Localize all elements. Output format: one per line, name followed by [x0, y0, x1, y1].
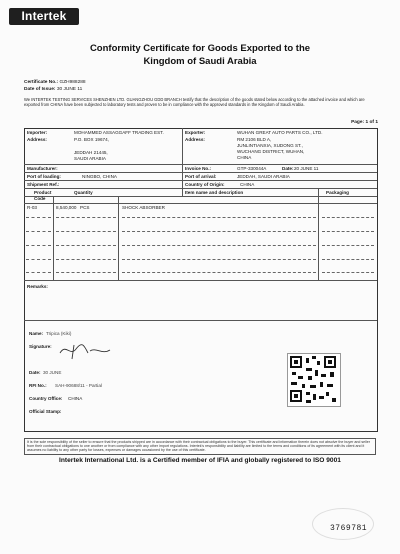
empty-line — [26, 231, 51, 232]
empty-line — [322, 245, 374, 246]
row-code: R-03 — [27, 205, 37, 210]
qr-code — [287, 353, 341, 407]
rule — [24, 188, 377, 189]
importer-address-label: Address: — [27, 137, 47, 142]
col-packaging: Packaging — [326, 190, 349, 195]
importer-address-1: P.O. BOX 19674, — [74, 137, 109, 142]
exporter-address-label: Address: — [185, 137, 205, 142]
importer-value: MOHAMMED ASSAGGAFF TRADING EST. — [74, 130, 164, 135]
country-office-label: Country Office: — [29, 396, 63, 401]
rule — [24, 280, 377, 281]
importer-address-2: JEDDAH 21445, — [74, 150, 108, 155]
rule — [24, 320, 377, 321]
importer-label: Importer: — [27, 130, 48, 135]
date-of-issue-row — [24, 87, 82, 93]
official-stamp-label: Official Stamp: — [29, 409, 62, 414]
empty-line — [322, 259, 374, 260]
empty-line — [26, 245, 51, 246]
row-unit: PCS — [80, 205, 90, 210]
col-quantity: Quantity — [74, 190, 93, 195]
rule — [24, 180, 377, 181]
empty-line — [122, 217, 316, 218]
col-item: Item name and description — [185, 190, 244, 195]
empty-line — [322, 272, 374, 273]
importer-address-3: SAUDI ARABIA — [74, 156, 106, 161]
signature-label: Signature: — [29, 344, 52, 349]
invoice-date-label: Date: — [282, 166, 294, 171]
date-value: 30 JUNE — [43, 370, 62, 375]
empty-line — [122, 272, 316, 273]
empty-line — [56, 259, 116, 260]
row-desc: SHOCK ABSORBER — [122, 205, 165, 210]
col-product: Product — [34, 190, 52, 195]
shipment-label: Shipment Ref.: — [27, 182, 60, 187]
row-qty: 8,540,000 — [56, 205, 77, 210]
header-divider — [182, 128, 183, 197]
empty-line — [26, 259, 51, 260]
invoice-value: GTP-330044A — [237, 166, 267, 171]
rule — [24, 164, 377, 165]
port-loading-label: Port of loading: — [27, 174, 61, 179]
empty-line — [122, 231, 316, 232]
port-arrival: JEDDAH, SAUDI ARABIA — [237, 174, 290, 179]
rule — [24, 196, 377, 197]
name-value: Tripica (Kiki) — [46, 331, 72, 336]
empty-line — [322, 231, 374, 232]
title-line-1: Conformity Certificate for Goods Exported to the — [89, 43, 311, 54]
exporter-address-3: WUCHANG DISTRICT, WUHAN, — [237, 149, 305, 154]
signature-mark — [56, 339, 116, 361]
rfi-value: SAH-90688/11 - Partial — [55, 383, 102, 388]
intro-paragraph: We INTERTEK TESTING SERVICES SHENZHEN LTD. GUANGZHOU GDD BRANCH testify that the description of the goods stated below according to the attached invoice and which are exported from CHINA have been subjected to laboratory tests and proven to be in compliance with the approved standards in the Kingdom of Saudi Arabia. — [24, 97, 365, 107]
remarks-label: Remarks: — [27, 284, 48, 289]
port-loading: NINGBO, CHINA — [82, 174, 117, 179]
invoice-label: Invoice No.: — [185, 166, 212, 171]
manufacturer-label: Manufacturer: — [27, 166, 58, 171]
certificate-no-label: Certificate No.: — [24, 80, 59, 85]
certificate-number-row — [24, 80, 86, 86]
empty-line — [26, 217, 51, 218]
intertek-logo: Intertek — [9, 8, 79, 25]
date-issue: 30 JUNE 11 — [56, 87, 83, 92]
empty-line — [26, 272, 51, 273]
ifia-statement: Intertek International Ltd. is a Certified member of IFIA and globally registered to ISO 9001 — [59, 457, 341, 464]
empty-line — [56, 217, 116, 218]
empty-line — [56, 272, 116, 273]
disclaimer-footnote: It is the sole responsibility of the seller to ensure that the products shipped are in accordance with their contractual obligations to the buyer. This certificate and information therein does not absolve the buyer and seller from their contractual obligations to one another or from compliance with any other import regulations. Intertek's responsibility and liability are limited to the terms and conditions of its agreement with its client and it assumes no liability to any other party for losses, expenses or damages occasioned by the use of this certificate. — [24, 438, 376, 455]
empty-line — [56, 231, 116, 232]
col-divider — [118, 196, 119, 280]
exporter-label: Exporter: — [185, 130, 206, 135]
empty-line — [122, 259, 316, 260]
empty-line — [56, 245, 116, 246]
exporter-address-4: CHINA — [237, 155, 252, 160]
exporter-address-2: JUNLINTIANXIA, XUDONG ST., — [237, 143, 303, 148]
date-label: Date: — [29, 370, 41, 375]
port-arrival-label: Port of arrival: — [185, 174, 217, 179]
country-office: CHINA — [68, 396, 83, 401]
name-label: Name: — [29, 331, 44, 336]
origin-label: Country of Origin: — [185, 182, 225, 187]
title-line-2: Kingdom of Saudi Arabia — [143, 56, 257, 67]
col-code: Code — [34, 196, 46, 201]
serial-number: 3769781 — [330, 524, 368, 533]
empty-line — [122, 245, 316, 246]
col-divider — [318, 188, 319, 280]
exporter-value: WUHAN GREAT AUTO PARTS CO., LTD. — [237, 130, 323, 135]
exporter-address-1: RM 2106 BLD A, — [237, 137, 272, 142]
origin-value: CHINA — [240, 182, 255, 187]
page-number: Page: 1 of 1 — [351, 120, 378, 125]
col-divider — [53, 196, 54, 280]
rule — [24, 172, 377, 173]
certificate-no: GZH988288 — [59, 80, 86, 85]
rule — [24, 203, 377, 204]
invoice-date: 20 JUNE 11 — [294, 166, 319, 171]
date-issue-label: Date of Issue: — [24, 87, 56, 92]
empty-line — [322, 217, 374, 218]
rfi-label: RFI No.: — [29, 383, 47, 388]
